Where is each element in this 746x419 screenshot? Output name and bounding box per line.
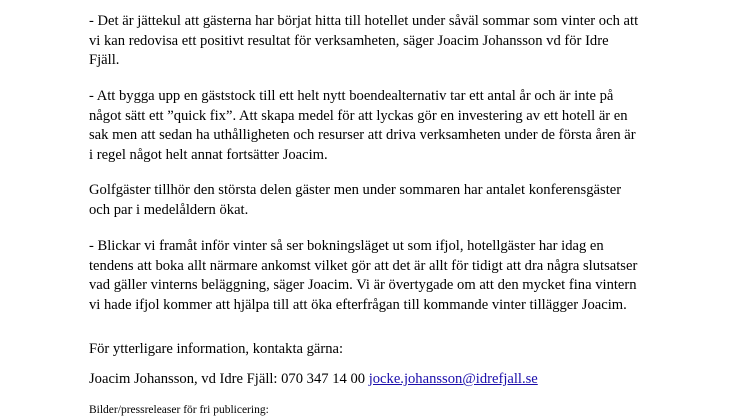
paragraph-line: vi hade ifjol kommer att hjälpa till att öka efterfrågan till kommande vinter tillägger Joacim.	[89, 296, 627, 313]
paragraph-line: Fjäll.	[89, 52, 120, 68]
paragraph-line: sak men att sedan ha uthålligheten och resurser att driva verksamheten under de första åren är	[89, 127, 636, 143]
paragraph-line: Golfgäster tillhör den största delen gäster men under sommaren har antalet konferensgäster	[89, 182, 622, 198]
contact-person: Joacim Johansson, vd Idre Fjäll: 070 347 14 00	[89, 371, 366, 387]
images-label: Bilder/pressreleaser för fri publicering:	[89, 404, 269, 416]
paragraph-4	[89, 237, 679, 315]
paragraph-line: - Att bygga upp en gäststock till ett helt nytt boendealternativ tar ett antal år och är inte på	[89, 88, 614, 104]
paragraph-line: tendens att boka allt närmare ankomst vilket gör att det är allt för tidigt att dra några slutsatser	[89, 257, 638, 274]
contact-email-link[interactable]: jocke.johansson@idrefjall.se	[368, 371, 538, 387]
paragraph-3	[89, 181, 679, 220]
paragraph-line: i regel något helt annat fortsätter Joacim.	[89, 146, 328, 163]
contact-intro: För ytterligare information, kontakta gärna:	[89, 341, 344, 357]
paragraph-line: vad gäller vinterns beläggning, säger Joacim. Vi är övertygade om att den mycket fina vintern	[89, 277, 637, 293]
paragraph-line: något sätt ett ”quick fix”. Att skapa medel för att lyckas gör en investering av ett hotell är en	[89, 107, 628, 124]
paragraph-2	[89, 87, 679, 165]
paragraph-line: - Det är jättekul att gästerna har börjat hitta till hotellet under såväl sommar som vinter och att	[89, 13, 639, 29]
paragraph-line: och par i medelåldern ökat.	[89, 201, 249, 218]
paragraph-line: vi kan redovisa ett positivt resultat för verksamheten, säger Joacim Johansson vd för Idre	[89, 32, 609, 49]
paragraph-line: - Blickar vi framåt inför vinter så ser bokningsläget ut som ifjol, hotellgäster har idag en	[89, 238, 604, 254]
contact-line	[89, 370, 679, 390]
paragraph-1	[89, 12, 679, 71]
